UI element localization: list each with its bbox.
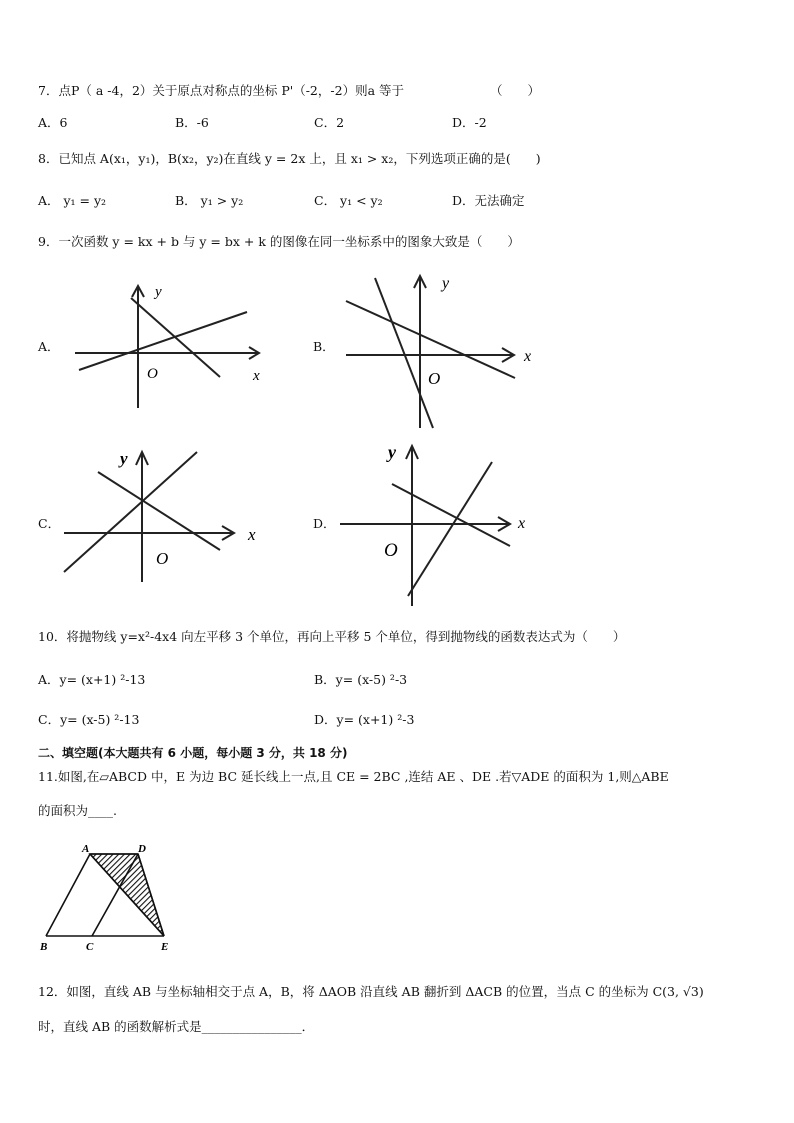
q10-option-c: C．y= (x-5) ²-13 <box>38 712 140 727</box>
y-label: y <box>388 442 396 462</box>
q9-label-c: C． <box>38 516 61 531</box>
origin-label: O <box>428 369 441 388</box>
q9-graph-b <box>340 268 530 430</box>
point-c-label: C <box>86 941 94 953</box>
q9-label-d: D． <box>313 516 336 531</box>
line-1 <box>346 301 515 378</box>
y-label: y <box>155 284 162 300</box>
q7-stem: 7．点P（ a -4，2）关于原点对称点的坐标 P'（-2，-2）则a 等于 <box>38 83 404 98</box>
q8-stem: 8．已知点 A(x₁，y₁)，B(x₂，y₂)在直线 y = 2x 上，且 x₁ > x₂，下列选项正确的是( ) <box>38 151 541 166</box>
line-2 <box>131 298 220 377</box>
segment-ab <box>46 854 90 936</box>
q8-option-b: B． y₁ > y₂ <box>175 193 244 208</box>
point-e-label: E <box>161 941 169 953</box>
q9-stem: 9．一次函数 y = kx + b 与 y = bx + k 的图像在同一坐标系中的图象大致是（ ） <box>38 234 520 249</box>
q10-option-b: B．y= (x-5) ²-3 <box>314 672 408 687</box>
line-2 <box>98 472 220 550</box>
q10-option-a: A．y= (x+1) ²-13 <box>38 672 146 687</box>
y-label: y <box>120 449 128 468</box>
point-d-label: D <box>138 843 146 855</box>
q8-option-c: C． y₁ < y₂ <box>314 193 383 208</box>
origin-label: O <box>156 549 169 568</box>
origin-label: O <box>384 540 398 561</box>
q7-option-c: C．2 <box>314 115 345 130</box>
origin-label: O <box>147 366 158 382</box>
q12-stem-line1: 12．如图，直线 AB 与坐标轴相交于点 A，B，将 ΔAOB 沿直线 AB 翻折到 ΔACB 的位置，当点 C 的坐标为 C(3, √3) <box>38 984 704 999</box>
q11-stem-line1: 11.如图,在▱ABCD 中，E 为边 BC 延长线上一点,且 CE = 2BC ,连结 AE 、DE .若▽ADE 的面积为 1,则△ABE <box>38 769 669 784</box>
q9-graph-d <box>340 436 540 608</box>
q11-stem-line2: 的面积为____. <box>38 803 117 818</box>
q9-label-b: B． <box>313 339 335 354</box>
x-label: x <box>253 368 260 384</box>
q10-stem: 10．将抛物线 y=x²-4x4 向左平移 3 个单位，再向上平移 5 个单位，得到抛物线的函数表达式为（ ） <box>38 629 626 644</box>
y-label: y <box>442 275 450 292</box>
q7-option-b: B．-6 <box>175 115 209 130</box>
q7-answer-paren: （ ） <box>490 83 541 98</box>
point-b-label: B <box>40 941 48 953</box>
q8-option-a: A． y₁ = y₂ <box>38 193 107 208</box>
line-1 <box>392 484 510 546</box>
point-a-label: A <box>82 843 90 855</box>
q7-option-a: A．6 <box>38 115 68 130</box>
x-label: x <box>248 525 256 544</box>
q11-figure <box>36 840 186 955</box>
q10-option-d: D．y= (x+1) ²-3 <box>314 712 415 727</box>
q7-option-d: D．-2 <box>452 115 487 130</box>
line-2 <box>375 278 433 428</box>
q9-label-a: A． <box>38 339 60 354</box>
q8-option-d: D．无法确定 <box>452 193 525 208</box>
q12-stem-line2: 时，直线 AB 的函数解析式是________________． <box>38 1019 315 1034</box>
line-1 <box>64 452 197 572</box>
q9-graph-c <box>62 440 267 585</box>
section-2-title: 二、填空题(本大题共有 6 小题，每小题 3 分，共 18 分) <box>38 746 348 760</box>
q9-graph-a <box>75 280 265 410</box>
x-label: x <box>518 515 526 532</box>
line-1 <box>79 312 247 370</box>
x-label: x <box>524 348 532 365</box>
